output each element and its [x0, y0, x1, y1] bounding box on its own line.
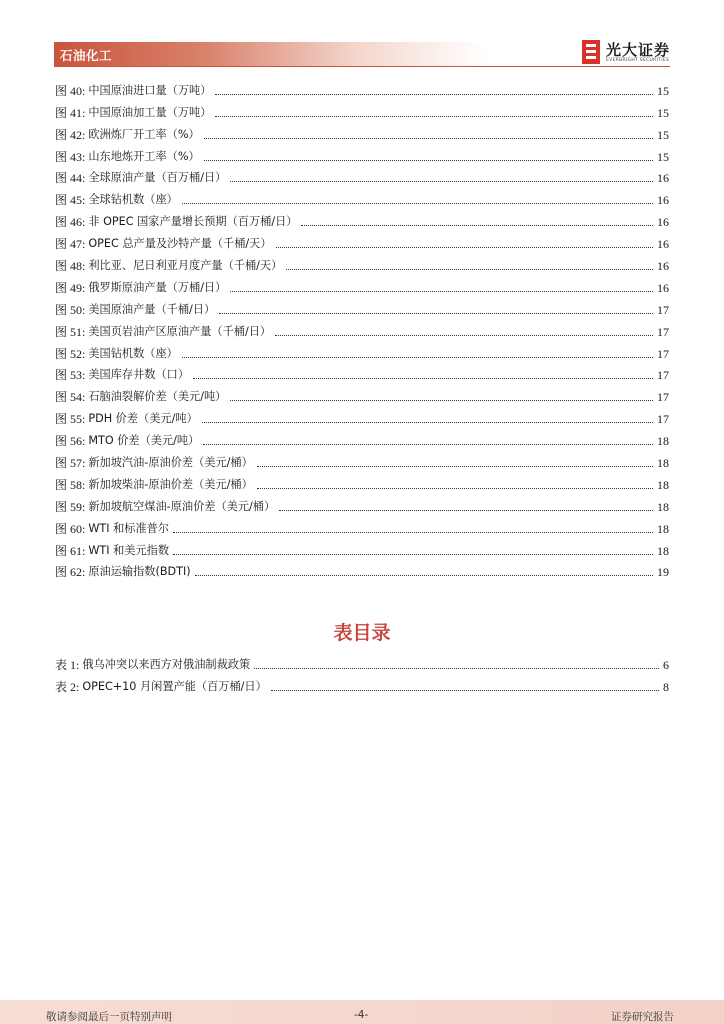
- toc-entry-page: 16: [657, 215, 669, 230]
- toc-entry-page: 17: [657, 324, 669, 339]
- table-list: [55, 650, 669, 694]
- toc-entry-title: WTI 和标准普尔: [88, 521, 170, 535]
- toc-entry-title: 中国原油加工量（万吨）: [88, 105, 212, 119]
- toc-entry-title: WTI 和美元指数: [88, 543, 170, 557]
- toc-dot-leader: [204, 159, 653, 161]
- toc-entry-page: 18: [657, 521, 669, 536]
- toc-entry[interactable]: [55, 185, 669, 207]
- toc-entry[interactable]: [55, 295, 669, 317]
- toc-entry-title: 美国原油产量（千桶/日）: [88, 302, 216, 316]
- table-list-heading: 表目录: [333, 622, 391, 644]
- toc-entry-page: 16: [657, 259, 669, 274]
- toc-entry[interactable]: [55, 207, 669, 229]
- toc-dot-leader: [182, 202, 653, 204]
- toc-entry-title: 新加坡柴油-原油价差（美元/桶）: [88, 477, 253, 491]
- toc-entry[interactable]: [55, 492, 669, 514]
- toc-entry-page: 15: [657, 149, 669, 164]
- toc-entry-page: 15: [657, 105, 669, 120]
- toc-entry[interactable]: [55, 448, 669, 470]
- footer-page-number: -4-: [354, 1009, 369, 1021]
- toc-entry[interactable]: [55, 382, 669, 404]
- toc-entry[interactable]: [55, 98, 669, 120]
- toc-entry[interactable]: [55, 317, 669, 339]
- toc-dot-leader: [173, 553, 653, 555]
- toc-entry[interactable]: [55, 650, 669, 672]
- toc-entry-page: 18: [657, 456, 669, 471]
- toc-entry-label: 图 40:: [55, 83, 86, 98]
- toc-entry-page: 18: [657, 477, 669, 492]
- toc-entry-title: 欧洲炼厂开工率（%）: [88, 127, 200, 141]
- toc-entry-label: 表 1:: [55, 657, 80, 672]
- toc-entry-title: 美国库存井数（口）: [88, 368, 190, 382]
- toc-entry-title: 俄罗斯原油产量（万桶/日）: [88, 280, 227, 294]
- toc-dot-leader: [230, 290, 653, 292]
- toc-dot-leader: [301, 224, 653, 226]
- toc-entry[interactable]: [55, 672, 669, 694]
- toc-entry-page: 6: [663, 657, 669, 672]
- toc-entry-page: 19: [657, 565, 669, 580]
- toc-entry[interactable]: [55, 361, 669, 383]
- toc-entry[interactable]: [55, 229, 669, 251]
- toc-entry-label: 图 51:: [55, 324, 86, 339]
- toc-dot-leader: [257, 487, 653, 489]
- toc-entry[interactable]: [55, 404, 669, 426]
- toc-dot-leader: [257, 465, 653, 467]
- toc-dot-leader: [182, 356, 653, 358]
- toc-dot-leader: [219, 312, 653, 314]
- toc-entry-title: 新加坡汽油-原油价差（美元/桶）: [88, 456, 253, 470]
- toc-entry-label: 图 47:: [55, 237, 86, 252]
- toc-entry-title: 利比亚、尼日利亚月度产量（千桶/天）: [88, 259, 283, 273]
- toc-entry[interactable]: [55, 339, 669, 361]
- toc-entry[interactable]: [55, 470, 669, 492]
- toc-entry-page: 18: [657, 543, 669, 558]
- toc-dot-leader: [173, 531, 653, 533]
- toc-entry-page: 17: [657, 346, 669, 361]
- toc-entry-label: 图 61:: [55, 543, 86, 558]
- toc-entry-page: 16: [657, 171, 669, 186]
- toc-entry-title: MTO 价差（美元/吨）: [88, 434, 200, 448]
- toc-entry-label: 图 49:: [55, 280, 86, 295]
- toc-entry-label: 图 45:: [55, 193, 86, 208]
- toc-entry-page: 16: [657, 280, 669, 295]
- toc-entry-title: 全球原油产量（百万桶/日）: [88, 171, 227, 185]
- toc-entry-title: 中国原油进口量（万吨）: [88, 83, 212, 97]
- toc-entry-title: 新加坡航空煤油-原油价差（美元/桶）: [88, 499, 276, 513]
- brand-name-en: EVERBRIGHT SECURITIES: [606, 58, 670, 63]
- toc-entry[interactable]: [55, 142, 669, 164]
- toc-entry-label: 图 58:: [55, 477, 86, 492]
- toc-dot-leader: [275, 334, 653, 336]
- toc-entry-label: 图 54:: [55, 390, 86, 405]
- toc-entry-label: 图 44:: [55, 171, 86, 186]
- toc-entry[interactable]: [55, 251, 669, 273]
- toc-dot-leader: [279, 509, 653, 511]
- toc-dot-leader: [193, 377, 653, 379]
- toc-entry-label: 图 53:: [55, 368, 86, 383]
- toc-entry-title: 石脑油裂解价差（美元/吨）: [88, 390, 227, 404]
- toc-dot-leader: [286, 268, 653, 270]
- header-band: [54, 42, 486, 66]
- brand-logo: [580, 38, 680, 66]
- toc-entry-page: 15: [657, 127, 669, 142]
- footer-report-type: 证券研究报告: [611, 1011, 674, 1023]
- toc-entry-label: 图 42:: [55, 127, 86, 142]
- toc-entry-label: 图 57:: [55, 456, 86, 471]
- toc-dot-leader: [276, 246, 653, 248]
- toc-dot-leader: [215, 93, 653, 95]
- toc-entry-title: 原油运输指数(BDTI): [88, 565, 191, 579]
- toc-entry-title: 美国钻机数（座）: [88, 346, 178, 360]
- toc-entry-page: 16: [657, 193, 669, 208]
- figure-list: [55, 76, 669, 579]
- header-divider: [54, 66, 670, 67]
- toc-entry-page: 16: [657, 237, 669, 252]
- toc-entry-title: OPEC 总产量及沙特产量（千桶/天）: [88, 237, 272, 251]
- toc-entry-label: 图 48:: [55, 259, 86, 274]
- section-title: 石油化工: [60, 48, 113, 63]
- toc-entry[interactable]: [55, 120, 669, 142]
- toc-dot-leader: [204, 137, 653, 139]
- toc-dot-leader: [195, 574, 653, 576]
- toc-entry-label: 表 2:: [55, 679, 80, 694]
- toc-entry[interactable]: [55, 76, 669, 98]
- toc-entry-title: 美国页岩油产区原油产量（千桶/日）: [88, 324, 272, 338]
- toc-entry-title: 俄乌冲突以来西方对俄油制裁政策: [82, 657, 251, 671]
- toc-entry-label: 图 52:: [55, 346, 86, 361]
- toc-entry-title: 山东地炼开工率（%）: [88, 149, 200, 163]
- toc-entry[interactable]: [55, 164, 669, 186]
- toc-entry-page: 17: [657, 390, 669, 405]
- toc-entry[interactable]: [55, 426, 669, 448]
- brand-name-cn: 光大证券: [606, 41, 671, 59]
- toc-entry-label: 图 62:: [55, 565, 86, 580]
- toc-entry-page: 15: [657, 83, 669, 98]
- toc-entry[interactable]: [55, 536, 669, 558]
- toc-entry-label: 图 60:: [55, 521, 86, 536]
- toc-dot-leader: [203, 443, 653, 445]
- toc-entry[interactable]: [55, 558, 669, 580]
- toc-entry-page: 18: [657, 499, 669, 514]
- toc-entry-page: 17: [657, 302, 669, 317]
- footer-band: [0, 1000, 724, 1024]
- toc-entry-label: 图 55:: [55, 412, 86, 427]
- toc-entry-label: 图 41:: [55, 105, 86, 120]
- toc-entry-label: 图 59:: [55, 499, 86, 514]
- toc-dot-leader: [230, 399, 653, 401]
- toc-dot-leader: [230, 180, 653, 182]
- toc-dot-leader: [215, 115, 653, 117]
- toc-entry-label: 图 43:: [55, 149, 86, 164]
- toc-entry-title: 非 OPEC 国家产量增长预期（百万桶/日）: [88, 215, 298, 229]
- footer-disclaimer: 敬请参阅最后一页特别声明: [46, 1011, 172, 1023]
- toc-entry-page: 8: [663, 679, 669, 694]
- toc-entry-page: 17: [657, 368, 669, 383]
- toc-entry[interactable]: [55, 273, 669, 295]
- toc-entry[interactable]: [55, 514, 669, 536]
- toc-dot-leader: [254, 667, 659, 669]
- toc-entry-label: 图 56:: [55, 434, 86, 449]
- toc-dot-leader: [202, 421, 653, 423]
- toc-entry-label: 图 50:: [55, 302, 86, 317]
- toc-entry-label: 图 46:: [55, 215, 86, 230]
- everbright-logo-icon: [580, 38, 602, 66]
- toc-entry-title: OPEC+10 月闲置产能（百万桶/日）: [82, 679, 267, 693]
- toc-entry-title: 全球钻机数（座）: [88, 193, 178, 207]
- toc-entry-page: 17: [657, 412, 669, 427]
- toc-dot-leader: [271, 689, 659, 691]
- toc-entry-page: 18: [657, 434, 669, 449]
- toc-entry-title: PDH 价差（美元/吨）: [88, 412, 198, 426]
